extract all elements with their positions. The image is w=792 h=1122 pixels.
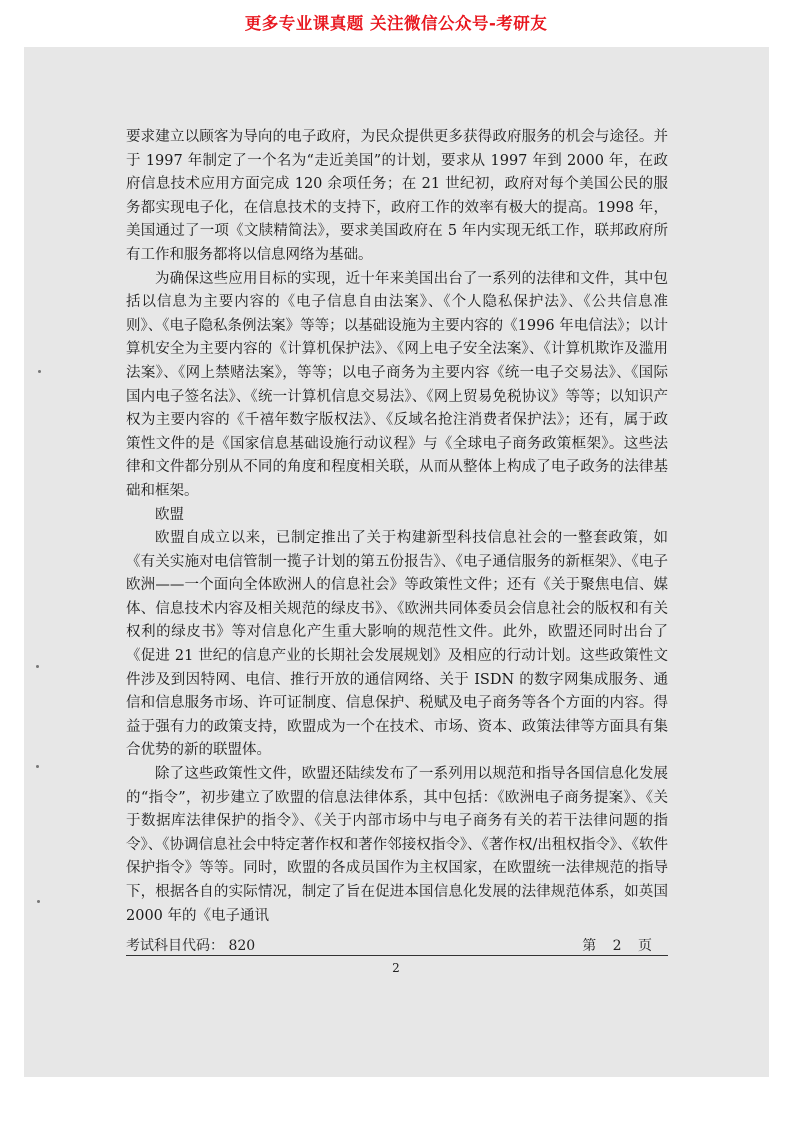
paragraph: 为确保这些应用目标的实现，近十年来美国出台了一系列的法律和文件，其中包括以信息为主要内容的《电子信息自由法案》、《个人隐私保护法》、《公共信息准则》、《电子隐私条例法案》等等；以基础设施为主要内容的《1996 年电信法》；以计算机安全为主要内容的《计算机保护法》、《网上电子安全法案》、《计算机欺诈及滥用法案》、《网上禁赌法案》，等等；以电子商务为主要内容《统一电子交易法》、《国际国内电子签名法》、《统一计算机信息交易法》、《网上贸易免税协议》等等；以知识产权为主要内容的《千禧年数字版权法》、《反域名抢注消费者保护法》；还有，属于政策性文件的是《国家信息基础设施行动议程》与《全球电子商务政策框架》。这些法律和文件都分别从不同的角度和程度相关联，从而从整体上构成了电子政务的法律基础和框架。 — [126, 270, 668, 499]
section-heading: 欧盟 — [155, 506, 184, 523]
page-footer — [126, 933, 668, 956]
watermark-banner: 更多专业课真题 关注微信公众号-考研友 — [244, 14, 548, 33]
paragraph: 除了这些政策性文件，欧盟还陆续发布了一系列用以规范和指导各国信息化发展的“指令”，初步建立了欧盟的信息法律体系，其中包括：《欧洲电子商务提案》、《关于数据库法律保护的指令》、《关于内部市场中与电子商务有关的若干法律问题的指令》、《协调信息社会中特定著作权和著作邻接权指令》、《著作权/出租权指令》、《软件保护指令》等等。同时，欧盟的各成员国作为主权国家，在欧盟统一法律规范的指导下，根据各自的实际情况，制定了旨在促进本国信息化发展的法律规范体系，如英国 2000 年的《电子通讯 — [126, 766, 668, 924]
scan-speck — [36, 665, 39, 668]
paragraph: 要求建立以顾客为导向的电子政府，为民众提供更多获得政府服务的机会与途径。并于 1997 年制定了一个名为“走近美国”的计划，要求从 1997 年到 2000 年，在政府信息技术应用方面完成 120 余项任务；在 21 世纪初，政府对每个美国公民的服务都实现电子化，在信息技术的支持下，政府工作的效率有极大的提高。1998 年，美国通过了一项《文牍精简法》，要求美国政府在 5 年内实现无纸工作，联邦政府所有工作和服务都将以信息网络为基础。 — [126, 129, 668, 263]
page-number: 2 — [392, 961, 400, 975]
scan-speck — [37, 900, 40, 903]
body-text — [126, 126, 668, 928]
footer-page-label: 第 2 页 — [582, 938, 658, 954]
scan-speck — [36, 765, 39, 768]
paragraph: 欧盟自成立以来，已制定推出了关于构建新型科技信息社会的一整套政策，如《有关实施对电信管制一揽子计划的第五份报告》、《电子通信服务的新框架》、《电子欧洲——一个面向全体欧洲人的信息社会》等政策性文件；还有《关于聚焦电信、媒体、信息技术内容及相关规范的绿皮书》、《欧洲共同体委员会信息社会的版权和有关权利的绿皮书》等对信息化产生重大影响的规范性文件。此外，欧盟还同时出台了《促进 21 世纪的信息产业的长期社会发展规划》及相应的行动计划。这些政策性文件涉及到因特网、电信、推行开放的通信网络、关于 ISDN 的数字网集成服务、通信和信息服务市场、许可证制度、信息保护、税赋及电子商务等各个方面的内容。得益于强有力的政策支持，欧盟成为一个在技术、市场、资本、政策法律等方面具有集合优势的新的联盟体。 — [126, 530, 668, 759]
exam-code: 考试科目代码： 820 — [126, 938, 256, 954]
scan-speck — [38, 370, 41, 373]
